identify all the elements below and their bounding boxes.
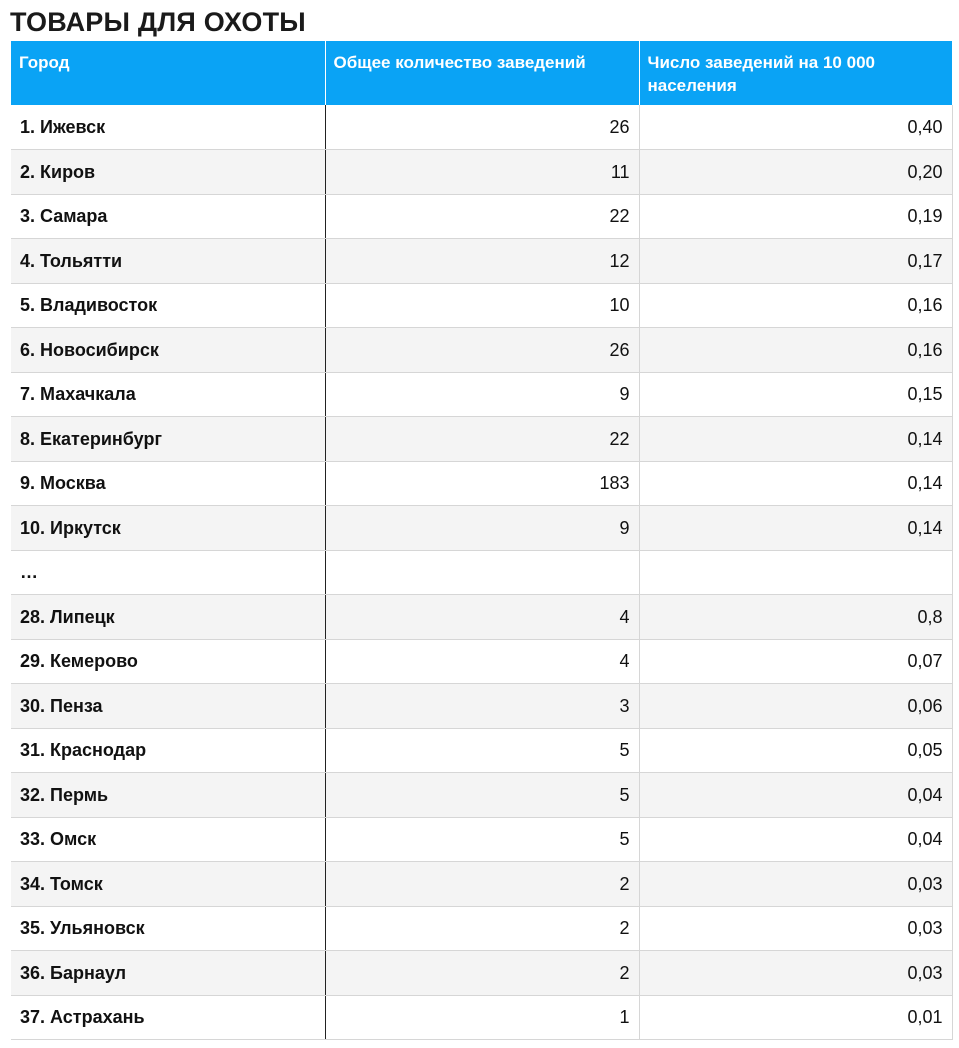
table-header	[11, 41, 952, 105]
cell-per-10000: 0,16	[639, 328, 952, 373]
cell-per-10000: 0,01	[639, 995, 952, 1040]
header-row	[11, 41, 952, 105]
cell-city: 30. Пенза	[11, 684, 325, 729]
cell-city: 37. Астрахань	[11, 995, 325, 1040]
page-title: ТОВАРЫ ДЛЯ ОХОТЫ	[10, 7, 306, 37]
cell-total: 183	[325, 461, 639, 506]
cell-per-10000: 0,40	[639, 105, 952, 150]
table-row	[11, 150, 952, 195]
table-row	[11, 194, 952, 239]
cell-city: 28. Липецк	[11, 595, 325, 640]
cell-city: 1. Ижевск	[11, 105, 325, 150]
cell-city: 36. Барнаул	[11, 951, 325, 996]
table-row	[11, 283, 952, 328]
cell-per-10000	[639, 550, 952, 595]
table-row	[11, 862, 952, 907]
cell-total: 2	[325, 951, 639, 996]
table-row	[11, 906, 952, 951]
cell-per-10000: 0,04	[639, 817, 952, 862]
cell-total: 9	[325, 372, 639, 417]
table-row	[11, 817, 952, 862]
column-header-total: Общее количество заведений	[325, 41, 639, 105]
cell-per-10000: 0,16	[639, 283, 952, 328]
cell-total: 26	[325, 328, 639, 373]
cell-total: 4	[325, 595, 639, 640]
cell-total	[325, 550, 639, 595]
cell-per-10000: 0,03	[639, 862, 952, 907]
cell-city: 32. Пермь	[11, 773, 325, 818]
cell-total: 22	[325, 194, 639, 239]
cell-city: 29. Кемерово	[11, 639, 325, 684]
cell-per-10000: 0,15	[639, 372, 952, 417]
cell-per-10000: 0,07	[639, 639, 952, 684]
cell-per-10000: 0,04	[639, 773, 952, 818]
table-row	[11, 105, 952, 150]
cell-city: 10. Иркутск	[11, 506, 325, 551]
cell-city: 2. Киров	[11, 150, 325, 195]
column-header-per-10000: Число заведений на 10 000 населения	[639, 41, 952, 105]
table-row	[11, 639, 952, 684]
cell-total: 5	[325, 817, 639, 862]
hunting-goods-table	[11, 41, 953, 1040]
cell-city: 34. Томск	[11, 862, 325, 907]
table-row	[11, 372, 952, 417]
cell-total: 9	[325, 506, 639, 551]
table-body	[11, 105, 952, 1040]
table-row	[11, 595, 952, 640]
table-row	[11, 995, 952, 1040]
table-row	[11, 461, 952, 506]
cell-total: 11	[325, 150, 639, 195]
table-row	[11, 728, 952, 773]
cell-total: 2	[325, 862, 639, 907]
cell-total: 1	[325, 995, 639, 1040]
table-row	[11, 506, 952, 551]
cell-per-10000: 0,03	[639, 906, 952, 951]
cell-city: 4. Тольятти	[11, 239, 325, 284]
table-row	[11, 951, 952, 996]
cell-city: 7. Махачкала	[11, 372, 325, 417]
column-header-city: Город	[11, 41, 325, 105]
cell-total: 5	[325, 773, 639, 818]
cell-per-10000: 0,19	[639, 194, 952, 239]
cell-city: 31. Краснодар	[11, 728, 325, 773]
cell-total: 12	[325, 239, 639, 284]
cell-per-10000: 0,05	[639, 728, 952, 773]
cell-total: 26	[325, 105, 639, 150]
cell-city: 8. Екатеринбург	[11, 417, 325, 462]
table-row	[11, 773, 952, 818]
cell-per-10000: 0,17	[639, 239, 952, 284]
cell-per-10000: 0,06	[639, 684, 952, 729]
table-row	[11, 328, 952, 373]
cell-per-10000: 0,14	[639, 461, 952, 506]
cell-city: 9. Москва	[11, 461, 325, 506]
cell-per-10000: 0,20	[639, 150, 952, 195]
table-row	[11, 684, 952, 729]
cell-per-10000: 0,14	[639, 506, 952, 551]
table-row	[11, 550, 952, 595]
cell-per-10000: 0,8	[639, 595, 952, 640]
cell-city: 35. Ульяновск	[11, 906, 325, 951]
cell-city: …	[11, 550, 325, 595]
cell-per-10000: 0,03	[639, 951, 952, 996]
cell-city: 5. Владивосток	[11, 283, 325, 328]
cell-total: 22	[325, 417, 639, 462]
cell-total: 4	[325, 639, 639, 684]
cell-total: 10	[325, 283, 639, 328]
cell-city: 3. Самара	[11, 194, 325, 239]
cell-total: 5	[325, 728, 639, 773]
cell-total: 3	[325, 684, 639, 729]
cell-city: 6. Новосибирск	[11, 328, 325, 373]
cell-total: 2	[325, 906, 639, 951]
cell-city: 33. Омск	[11, 817, 325, 862]
cell-per-10000: 0,14	[639, 417, 952, 462]
table-row	[11, 239, 952, 284]
table-row	[11, 417, 952, 462]
